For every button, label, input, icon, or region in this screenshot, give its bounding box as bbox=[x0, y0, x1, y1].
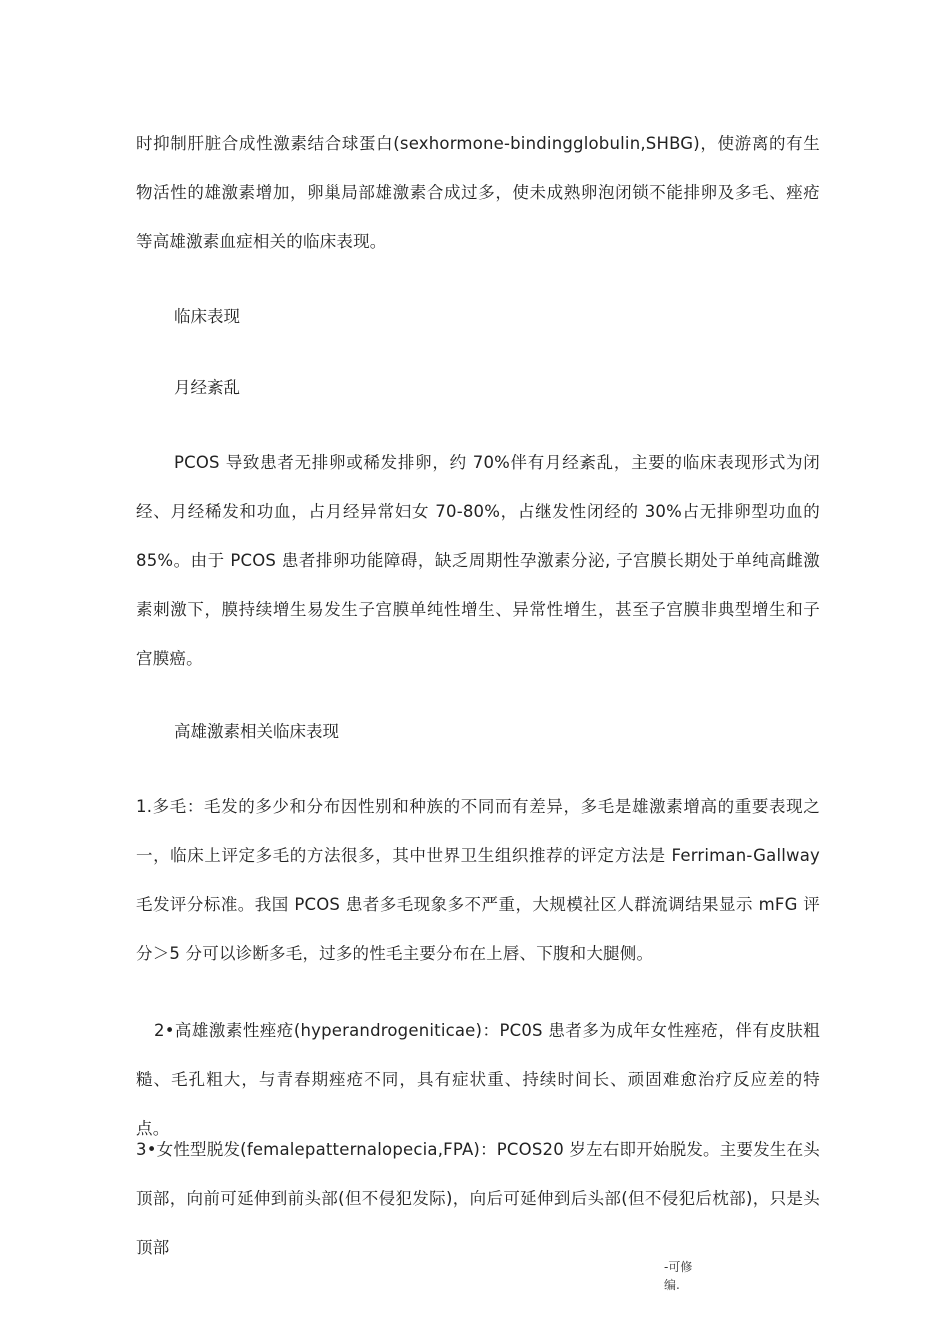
heading-hyperandrogen-manifestations: 高雄激素相关临床表现 bbox=[174, 722, 339, 741]
heading-menstrual-disorder: 月经紊乱 bbox=[174, 378, 240, 397]
intro-paragraph: 时抑制肝脏合成性激素结合球蛋白(sexhormone-bindingglobulin,SHBG)，使游离的有生物活性的雄激素增加，卵巢局部雄激素合成过多，使未成熟卵泡闭锁不能排卵及多毛、痤疮等高雄激素血症相关的临床表现。 bbox=[136, 134, 820, 251]
item-hirsutism-paragraph: 1.多毛：毛发的多少和分布因性别和种族的不同而有差异，多毛是雄激素增高的重要表现之一，临床上评定多毛的方法很多，其中世界卫生组织推荐的评定方法是 Ferriman-Gallway 毛发评分标准。我国 PCOS 患者多毛现象多不严重，大规模社区人群流调结果显示 mFG 评分＞5 分可以诊断多毛，过多的性毛主要分布在上唇、下腹和大腿侧。 bbox=[136, 797, 820, 963]
page-footer bbox=[664, 1258, 692, 1294]
footer-line-2: 编. bbox=[664, 1278, 680, 1292]
item-alopecia-paragraph: 3•女性型脱发(femalepatternalopecia,FPA)：PCOS20 岁左右即开始脱发。主要发生在头顶部，向前可延伸到前头部(但不侵犯发际)，向后可延伸到后头部(但不侵犯后枕部)，只是头顶部 bbox=[136, 1140, 820, 1257]
heading-clinical-manifestations: 临床表现 bbox=[174, 307, 240, 326]
item-acne-paragraph: 2•高雄激素性痤疮(hyperandrogeniticae)：PC0S 患者多为成年女性痤疮，伴有皮肤粗糙、毛孔粗大，与青春期痤疮不同，具有症状重、持续时间长、顽固难愈治疗反应差的特点。 bbox=[136, 1021, 820, 1138]
footer-line-1: -可修 bbox=[664, 1260, 693, 1274]
menstrual-paragraph: PCOS 导致患者无排卵或稀发排卵，约 70%伴有月经紊乱，主要的临床表现形式为闭经、月经稀发和功血，占月经异常妇女 70-80%，占继发性闭经的 30%占无排卵型功血的 85%。由于 PCOS 患者排卵功能障碍，缺乏周期性孕激素分泌, 子宫膜长期处于单纯高雌激素刺激下，膜持续增生易发生子宫膜单纯性增生、异常性增生，甚至子宫膜非典型增生和子宫膜癌。 bbox=[136, 453, 820, 668]
